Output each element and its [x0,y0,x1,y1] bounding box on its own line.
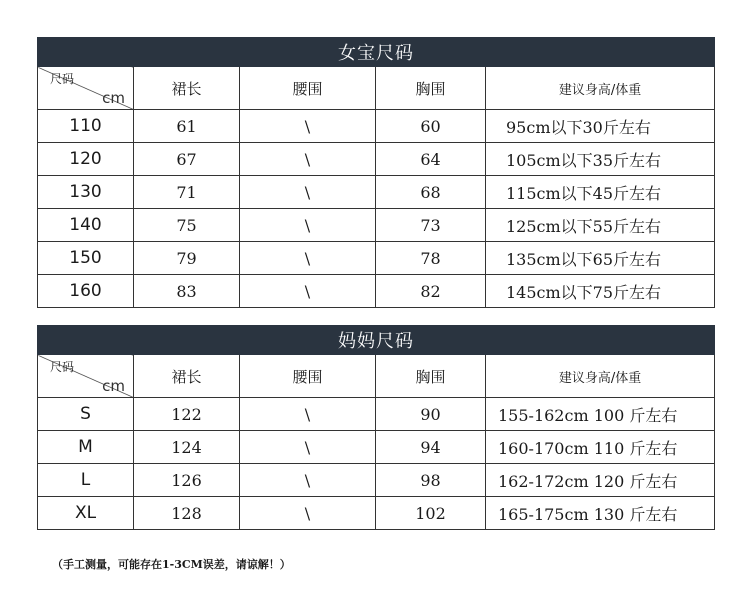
recommendation-cell: 135cm以下65斤左右 [486,242,715,275]
skirt-length-cell: 124 [134,431,240,464]
waist-cell: \ [240,143,376,176]
mom-corner-cell [38,355,134,398]
waist-cell: \ [240,176,376,209]
size-cell: 140 [38,209,134,242]
size-cell: M [38,431,134,464]
skirt-length-cell: 71 [134,176,240,209]
table-row [38,398,715,431]
skirt-length-cell: 79 [134,242,240,275]
kid-table-title: 女宝尺码 [38,38,715,67]
waist-cell: \ [240,497,376,530]
header-skirt-length: 裙长 [134,355,240,398]
waist-cell: \ [240,431,376,464]
table-row [38,143,715,176]
waist-cell: \ [240,275,376,308]
corner-size-label: 尺码 [50,72,75,86]
waist-cell: \ [240,242,376,275]
table-row [38,209,715,242]
waist-cell: \ [240,398,376,431]
chest-cell: 68 [376,176,486,209]
header-chest: 胸围 [376,67,486,110]
recommendation-cell: 145cm以下75斤左右 [486,275,715,308]
table-row [38,497,715,530]
mom-header-row [38,355,715,398]
chest-cell: 64 [376,143,486,176]
table-row [38,275,715,308]
recommendation-cell: 160-170cm 110 斤左右 [486,431,715,464]
corner-unit-label: cm [102,377,125,395]
recommendation-cell: 162-172cm 120 斤左右 [486,464,715,497]
recommendation-cell: 165-175cm 130 斤左右 [486,497,715,530]
kid-header-row [38,67,715,110]
chest-cell: 94 [376,431,486,464]
skirt-length-cell: 83 [134,275,240,308]
recommendation-cell: 115cm以下45斤左右 [486,176,715,209]
size-cell: 150 [38,242,134,275]
header-recommended-height-weight: 建议身高/体重 [486,355,715,398]
skirt-length-cell: 126 [134,464,240,497]
size-cell: XL [38,497,134,530]
size-cell: 130 [38,176,134,209]
size-cell: S [38,398,134,431]
waist-cell: \ [240,209,376,242]
recommendation-cell: 125cm以下55斤左右 [486,209,715,242]
corner-unit-label: cm [102,89,125,107]
recommendation-cell: 95cm以下30斤左右 [486,110,715,143]
header-chest: 胸围 [376,355,486,398]
chest-cell: 98 [376,464,486,497]
corner-size-label: 尺码 [50,360,75,374]
skirt-length-cell: 128 [134,497,240,530]
size-cell: 120 [38,143,134,176]
skirt-length-cell: 67 [134,143,240,176]
size-cell: 160 [38,275,134,308]
size-cell: 110 [38,110,134,143]
table-row [38,110,715,143]
chest-cell: 90 [376,398,486,431]
table-row [38,431,715,464]
chest-cell: 78 [376,242,486,275]
chest-cell: 60 [376,110,486,143]
header-waist: 腰围 [240,355,376,398]
skirt-length-cell: 122 [134,398,240,431]
table-row [38,242,715,275]
waist-cell: \ [240,464,376,497]
kid-size-table [37,37,715,308]
skirt-length-cell: 61 [134,110,240,143]
header-skirt-length: 裙长 [134,67,240,110]
mom-table-title: 妈妈尺码 [38,326,715,355]
chest-cell: 102 [376,497,486,530]
chest-cell: 73 [376,209,486,242]
header-waist: 腰围 [240,67,376,110]
skirt-length-cell: 75 [134,209,240,242]
size-cell: L [38,464,134,497]
table-row [38,176,715,209]
header-recommended-height-weight: 建议身高/体重 [486,67,715,110]
chest-cell: 82 [376,275,486,308]
waist-cell: \ [240,110,376,143]
recommendation-cell: 155-162cm 100 斤左右 [486,398,715,431]
table-row [38,464,715,497]
recommendation-cell: 105cm以下35斤左右 [486,143,715,176]
measurement-note: （手工测量，可能存在1-3CM误差，请谅解！） [52,558,291,571]
kid-corner-cell [38,67,134,110]
mom-size-table [37,325,715,530]
